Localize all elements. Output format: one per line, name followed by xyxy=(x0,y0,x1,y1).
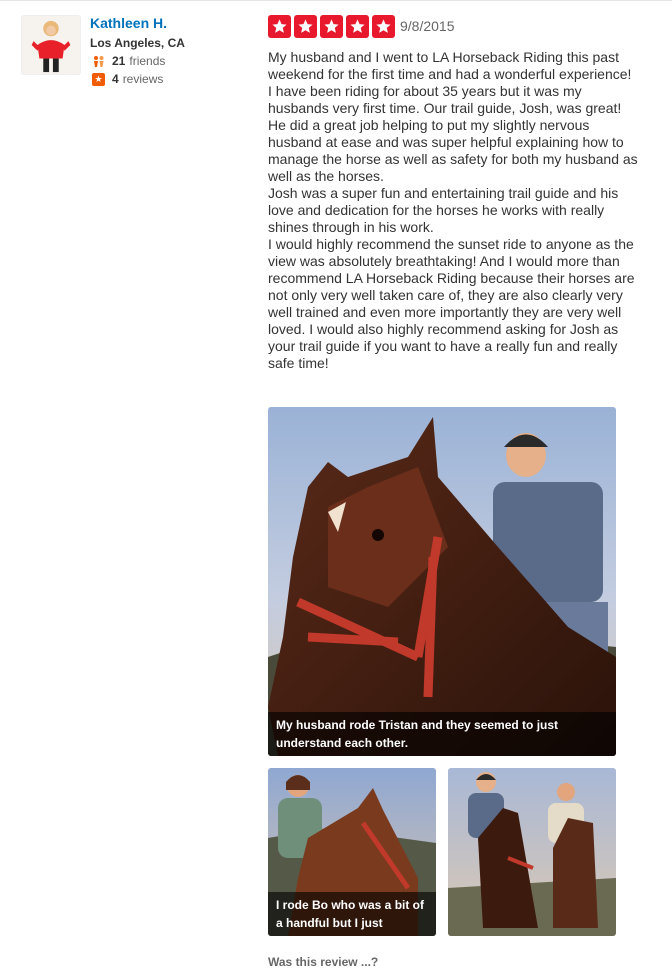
review-paragraph: Josh was a super fun and entertaining trail guide and his love and dedication for the horses he works with really shines through in his work. xyxy=(268,185,619,235)
user-location: Los Angeles, CA xyxy=(90,36,185,50)
reviews-label: reviews xyxy=(122,72,164,86)
avatar[interactable] xyxy=(21,15,81,75)
friends-label: friends xyxy=(129,54,166,68)
star-icon xyxy=(268,15,291,38)
reviews-stat xyxy=(92,72,163,86)
friends-stat xyxy=(92,54,165,68)
photo-caption: I rode Bo who was a bit of a handful but I just xyxy=(268,892,436,936)
horse-rider-photo xyxy=(268,407,616,756)
friends-icon xyxy=(92,55,105,68)
review-date: 9/8/2015 xyxy=(400,18,455,34)
friends-count: 21 xyxy=(112,54,126,68)
couple-horses-photo xyxy=(448,768,616,936)
helpful-prompt: Was this review ...? xyxy=(268,955,379,969)
star-icon xyxy=(346,15,369,38)
review-paragraph: My husband and I went to LA Horseback Riding this past weekend for the first time and had a wonderful experience! xyxy=(268,49,632,82)
review-photo-thumb-1[interactable] xyxy=(268,768,436,936)
star-icon xyxy=(294,15,317,38)
review-paragraph: I have been riding for about 35 years but it was my husbands very first time. Our trail guide, Josh, was great! He did a great job helping to put my slightly nervous husband at ease and was super helpful explaining how to manage the horse as well as safety for both my husband as well as the horses. xyxy=(268,83,638,184)
star-rating xyxy=(268,15,395,38)
review-photo-thumb-2[interactable] xyxy=(448,768,616,936)
review-star-icon: ★ xyxy=(92,73,105,86)
review-photo-main[interactable] xyxy=(268,407,616,756)
user-name-link[interactable]: Kathleen H. xyxy=(90,15,168,31)
star-icon xyxy=(320,15,343,38)
top-divider xyxy=(0,0,672,1)
photo-caption: My husband rode Tristan and they seemed to just understand each other. xyxy=(268,712,616,756)
review-text xyxy=(268,49,640,372)
star-icon xyxy=(372,15,395,38)
review-paragraph: I would highly recommend the sunset ride to anyone as the view was absolutely breathtaking! And I would more than recommend LA Horseback Riding because their horses are not only very well taken care of, they are also clearly very well trained and even more importantly they are very well loved. I would also highly recommend asking for Josh as your trail guide if you want to have a really fun and really safe time! xyxy=(268,236,635,371)
reviews-count: 4 xyxy=(112,72,119,86)
